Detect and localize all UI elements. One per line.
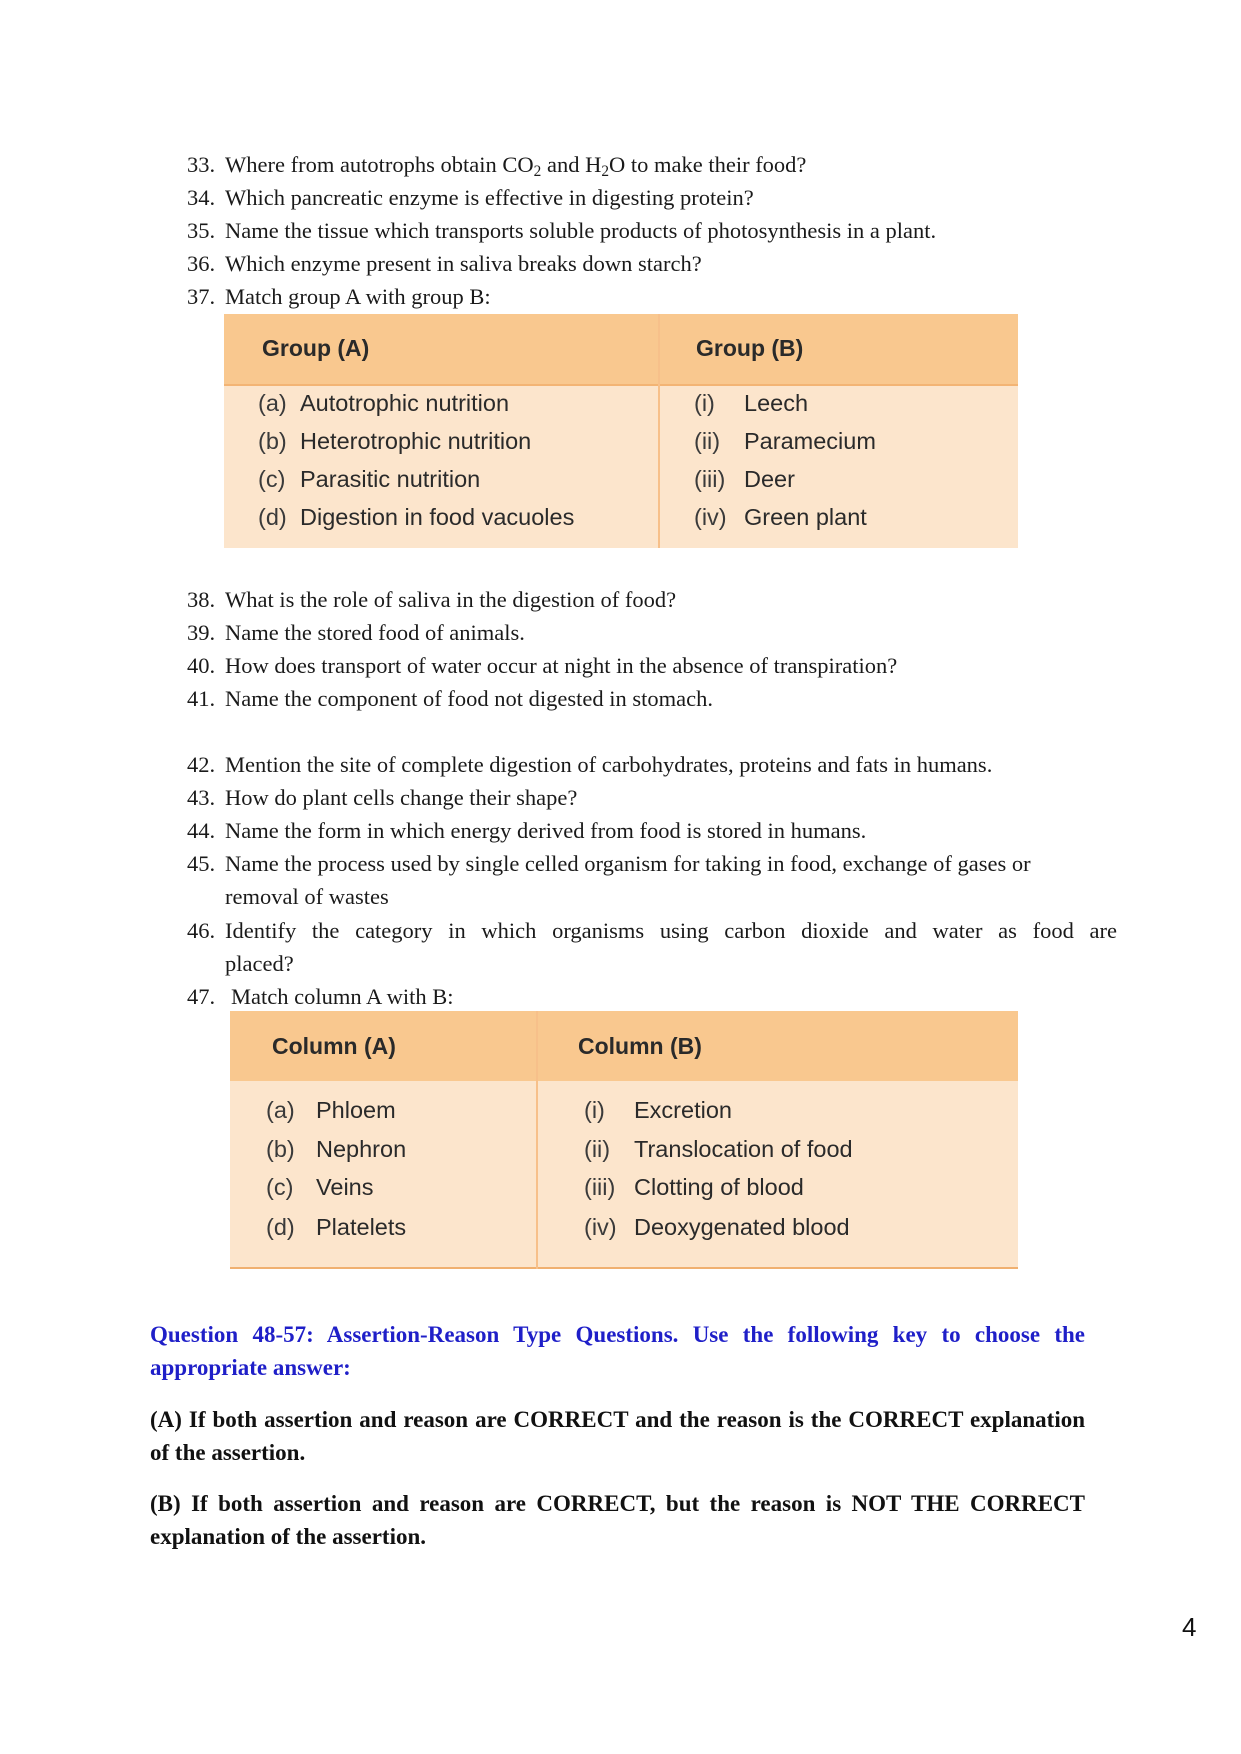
question-39: 39. Name the stored food of animals.: [187, 620, 525, 645]
table-row: (b) Nephron: [266, 1136, 407, 1162]
question-45-continuation: removal of wastes: [225, 884, 389, 909]
question-36: 36. Which enzyme present in saliva breaks down starch?: [187, 251, 702, 276]
question-42: 42. Mention the site of complete digestion of carbohydrates, proteins and fats in humans.: [187, 752, 993, 777]
question-34: 34. Which pancreatic enzyme is effective in digesting protein?: [187, 185, 754, 210]
table-header-group-a: Group (A): [262, 335, 370, 361]
table-row: (b) Heterotrophic nutrition: [258, 428, 532, 454]
question-40: 40. How does transport of water occur at night in the absence of transpiration?: [187, 653, 898, 678]
question-46: 46. Identify the category in which organisms using carbon dioxide and water as food are: [187, 918, 1117, 943]
table-row: (ii) Paramecium: [694, 428, 876, 454]
header-divider: [224, 384, 1018, 386]
table-row: (i) Excretion: [584, 1097, 732, 1123]
table-row: (iii) Deer: [694, 466, 795, 492]
column-divider: [658, 314, 660, 548]
column-divider: [536, 1011, 538, 1269]
question-43: 43. How do plant cells change their shape?: [187, 785, 578, 810]
table-header-column-a: Column (A): [272, 1033, 396, 1059]
table-row: (c) Parasitic nutrition: [258, 466, 481, 492]
table-row: (a) Phloem: [266, 1097, 396, 1123]
page-number: 4: [1182, 1612, 1197, 1642]
table-row: (iv) Deoxygenated blood: [584, 1214, 850, 1240]
table-row: (c) Veins: [266, 1174, 374, 1200]
table-row: (iv) Green plant: [694, 504, 867, 530]
table-header-group-b: Group (B): [696, 335, 804, 361]
question-38: 38. What is the role of saliva in the digestion of food?: [187, 587, 677, 612]
assertion-reason-heading: Question 48-57: Assertion-Reason Type Questions. Use the following key to choose the appropriate answer:: [150, 1322, 1085, 1380]
question-35: 35. Name the tissue which transports soluble products of photosynthesis in a plant.: [187, 218, 937, 243]
table-row: (iii) Clotting of blood: [584, 1174, 804, 1200]
table-row: (i) Leech: [694, 390, 809, 416]
key-option-a: (A) If both assertion and reason are CORRECT and the reason is the CORRECT explanation of the assertion.: [150, 1407, 1085, 1465]
question-37: 37. Match group A with group B:: [187, 284, 491, 309]
table-row: (a) Autotrophic nutrition: [258, 390, 510, 416]
match-table-columns: [230, 1011, 1018, 1269]
table-row: (ii) Translocation of food: [584, 1136, 853, 1162]
question-45: 45. Name the process used by single celled organism for taking in food, exchange of gases or: [187, 851, 1031, 876]
question-41: 41. Name the component of food not digested in stomach.: [187, 686, 714, 711]
table-row: (d) Platelets: [266, 1214, 407, 1240]
table-header-column-b: Column (B): [578, 1033, 702, 1059]
table-row: (d) Digestion in food vacuoles: [258, 504, 575, 530]
question-47: 47. Match column A with B:: [187, 984, 454, 1009]
match-table-groups: [224, 314, 1018, 548]
table-bottom-border: [230, 1267, 1018, 1269]
question-44: 44. Name the form in which energy derived from food is stored in humans.: [187, 818, 867, 843]
key-option-b: (B) If both assertion and reason are CORRECT, but the reason is NOT THE CORRECT explanation of the assertion.: [150, 1491, 1085, 1549]
question-number: 33.: [187, 152, 216, 177]
question-33: 33. Where from autotrophs obtain $CO_2$ and $H_2O$ to make their food?: [187, 148, 806, 181]
question-46-continuation: placed?: [225, 951, 294, 976]
